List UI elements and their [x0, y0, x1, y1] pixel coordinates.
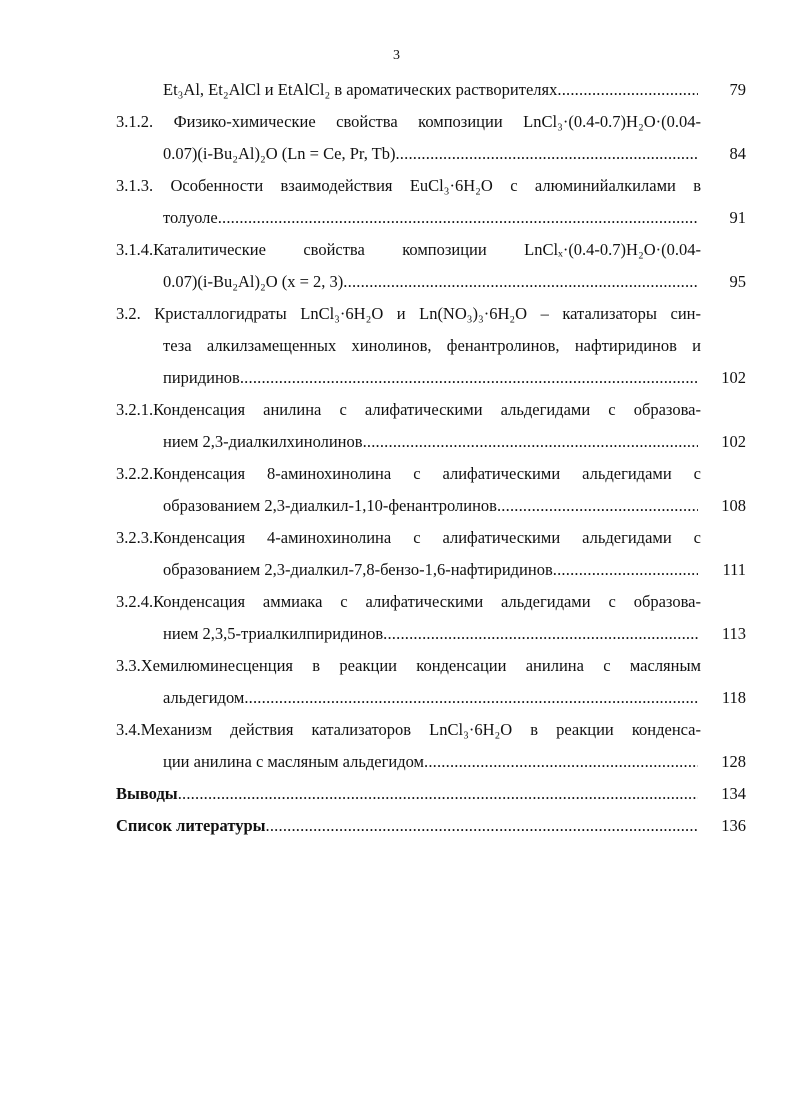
- dot-leader: [383, 622, 698, 646]
- toc-entry-line: [0, 78, 793, 108]
- toc-entry-line: [0, 654, 793, 684]
- toc-entry-title-cont: теза алкилзамещенных хинолинов, фенантролинов, нафтиридинов и: [163, 336, 701, 355]
- toc-entry-line: [0, 718, 793, 748]
- toc-entry-title-cont: нием 2,3-диалкилхинолинов .....: [163, 430, 698, 454]
- dot-leader: [343, 270, 698, 294]
- dot-leader: [395, 142, 698, 166]
- toc-entry-title: 3.3.Хемилюминесценция в реакции конденсации анилина с масляным: [116, 656, 701, 675]
- toc-entry-title-cont: образованием 2,3-диалкил-1,10-фенантролинов .....: [163, 494, 698, 518]
- toc-page-number: 134: [721, 784, 746, 803]
- toc-entry-title: 3.1.2. Физико-химические свойства композиции LnCl₃·(0.4-0.7)H₂O·(0.04-: [116, 112, 701, 131]
- toc-page-number: 84: [729, 144, 746, 163]
- toc-entry-line: [0, 302, 793, 332]
- toc-entry-title: Выводы .....: [116, 782, 698, 806]
- toc-entry-line: [0, 366, 793, 396]
- toc-entry-title-cont: пиридинов .....: [163, 366, 698, 390]
- toc-entry-line: [0, 398, 793, 428]
- toc-page-number: 128: [721, 752, 746, 771]
- toc-entry-title: 3.2.4.Конденсация аммиака с алифатическими альдегидами с образова-: [116, 592, 701, 611]
- toc-entry-title: 3.1.4.Каталитичеcкие свойства композиции LnClₓ·(0.4-0.7)H₂O·(0.04-: [116, 240, 701, 259]
- toc-entry-title-cont: 0.07)(i-Bu₂Al)₂O (Ln = Ce, Pr, Tb) .....: [163, 142, 698, 166]
- toc-page-number: 136: [721, 816, 746, 835]
- toc-entry-title-cont: 0.07)(i-Bu₂Al)₂O (x = 2, 3) .....: [163, 270, 698, 294]
- toc-entry-title: 3.4.Механизм действия катализаторов LnCl₃·6H₂O в реакции конденса-: [116, 720, 701, 739]
- toc-page-number: 113: [721, 624, 746, 643]
- toc-entry-line: [0, 558, 793, 588]
- toc-entry-line: [0, 782, 793, 812]
- toc-entry-title: Список литературы .....: [116, 814, 698, 838]
- toc-entry-title-cont: толуоле .....: [163, 206, 698, 230]
- toc-entry-title-cont: нием 2,3,5-триалкилпиридинов .....: [163, 622, 698, 646]
- dot-leader: [266, 814, 698, 838]
- toc-page-number: 102: [721, 368, 746, 387]
- toc-entry-title: 3.2.2.Конденсация 8-аминохинолина с алифатическими альдегидами с: [116, 464, 701, 483]
- toc-entry-line: [0, 494, 793, 524]
- toc-entry-line: [0, 526, 793, 556]
- toc-entry-line: [0, 814, 793, 844]
- toc-entry-line: [0, 686, 793, 716]
- dot-leader: [424, 750, 698, 774]
- toc-entry-line: [0, 238, 793, 268]
- dot-leader: [497, 494, 698, 518]
- toc-entry-title: 3.1.3. Особенности взаимодействия EuCl₃·6H₂O с алюминийалкилами в: [116, 176, 701, 195]
- toc-entry-line: [0, 590, 793, 620]
- toc-page-number: 111: [722, 560, 746, 579]
- dot-leader: [363, 430, 698, 454]
- toc-page-number: 95: [729, 272, 746, 291]
- toc-page-number: 102: [721, 432, 746, 451]
- toc-entry-line: [0, 462, 793, 492]
- toc-entry-line: [0, 750, 793, 780]
- page-number: 3: [393, 48, 400, 63]
- toc-entry-line: [0, 110, 793, 140]
- toc-entry-line: [0, 622, 793, 652]
- toc-entry-title-cont: образованием 2,3-диалкил-7,8-бензо-1,6-нафтиридинов .....: [163, 558, 698, 582]
- dot-leader: [218, 206, 698, 230]
- toc-entry-line: [0, 270, 793, 300]
- toc-entry-line: [0, 142, 793, 172]
- dot-leader: [240, 366, 698, 390]
- toc-entry-line: [0, 334, 793, 364]
- toc-entry-title-cont: альдегидом .....: [163, 686, 698, 710]
- dot-leader: [178, 782, 698, 806]
- toc-page-number: 79: [729, 80, 746, 99]
- toc-entry-title: 3.2.1.Конденсация анилина с алифатическими альдегидами с образова-: [116, 400, 701, 419]
- toc-entry-title-cont: ции анилина с масляным альдегидом .....: [163, 750, 698, 774]
- toc-page-number: 118: [721, 688, 746, 707]
- dot-leader: [244, 686, 698, 710]
- dot-leader: [557, 78, 698, 102]
- toc-entry-title: 3.2.3.Конденсация 4-аминохинолина с алифатическими альдегидами с: [116, 528, 701, 547]
- toc-entry-line: [0, 206, 793, 236]
- toc-page-number: 91: [729, 208, 746, 227]
- dot-leader: [553, 558, 698, 582]
- toc-entry-line: [0, 430, 793, 460]
- toc-entry-title: Et₃Al, Et₂AlCl и EtAlCl₂ в ароматических растворителях .....: [163, 78, 698, 102]
- toc-entry-title: 3.2. Кристаллогидраты LnCl₃·6H₂O и Ln(NO₃)₃·6H₂O – катализаторы син-: [116, 304, 701, 323]
- toc-entry-line: [0, 174, 793, 204]
- toc-page-number: 108: [721, 496, 746, 515]
